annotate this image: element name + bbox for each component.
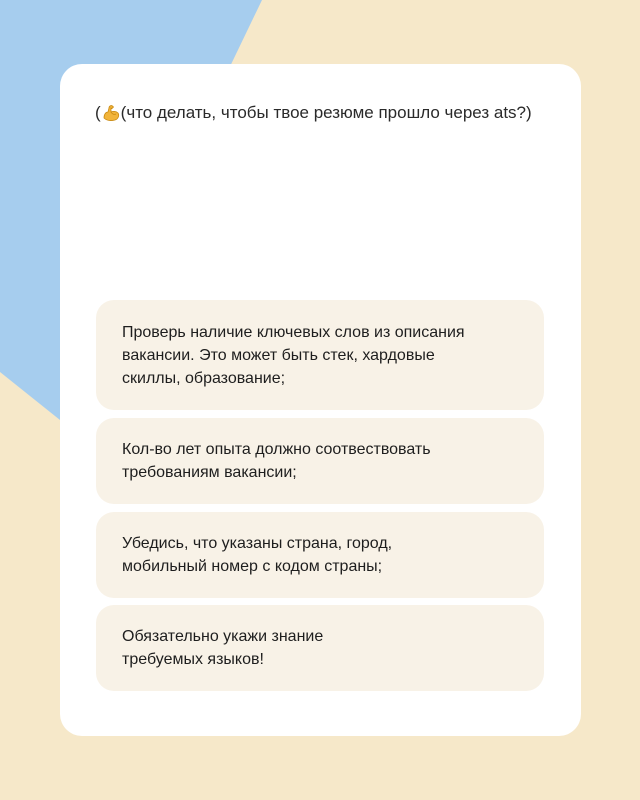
list-item-text: Обязательно укажи знание требуемых языков! (122, 628, 324, 668)
list-item (96, 418, 544, 504)
page-title (95, 101, 532, 125)
list-item-text: Проверь наличие ключевых слов из описания вакансии. Это может быть стек, хардовые скиллы, образование; (122, 323, 465, 387)
title-open-paren: ( (95, 103, 101, 122)
list-item (96, 300, 544, 410)
title-text: (что делать, чтобы твое резюме прошло через ats?) (120, 103, 532, 122)
list-item (96, 512, 544, 598)
list-item-text: Кол-во лет опыта должно соотвествовать требованиям вакансии; (122, 441, 431, 481)
list-item-text: Убедись, что указаны страна, город, мобильный номер с кодом страны; (122, 535, 393, 575)
flexed-biceps-icon (102, 104, 120, 122)
list-item (96, 605, 544, 691)
